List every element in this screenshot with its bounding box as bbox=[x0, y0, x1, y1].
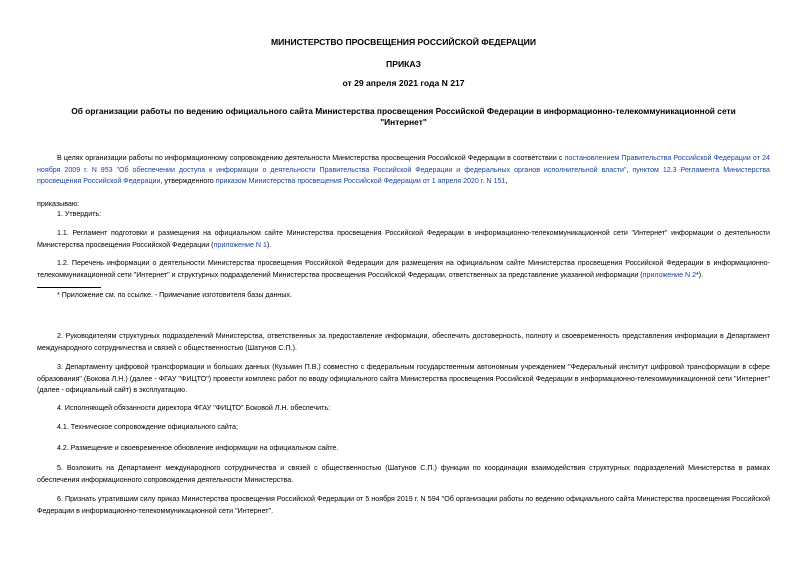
appendix-1-link[interactable]: приложение N 1 bbox=[213, 240, 267, 249]
item-4: 4. Исполняющей обязанности директора ФГАУ "ФИЦТО" Боковой Л.Н. обеспечить: bbox=[57, 404, 331, 412]
item-1: 1. Утвердить: bbox=[57, 210, 102, 218]
document-date-number: от 29 апреля 2021 года N 217 bbox=[342, 78, 465, 88]
ministry-order-link[interactable]: приказом Министерства просвещения Российской Федерации от 1 апреля 2020 г. N 151 bbox=[215, 177, 506, 185]
preamble-text-3: , утвержденного bbox=[160, 177, 216, 185]
item-5: 5. Возложить на Департамент международного сотрудничества и связей с общественностью (Шатунов С.П.) функции по координации взаимодействия структурных подразделений Министерства в рамках обеспечения информационного сопровождения деятельности Министерства. bbox=[37, 464, 770, 484]
footnote-divider bbox=[37, 287, 101, 288]
preamble-text-1: В целях организации работы по информационному сопровождению деятельности Министерства просвещения Российской Федерации в соответствии с bbox=[57, 154, 565, 162]
item-6: 6. Признать утратившим силу приказ Министерства просвещения Российской Федерации от 5 ноября 2019 г. N 594 "Об организации работы по ведению официального сайта Министерства просвещения Российской Федерации в информационно-телекоммуникационной сети "Интернет". bbox=[37, 495, 770, 515]
document-type: ПРИКАЗ bbox=[386, 59, 421, 69]
footnote: * Приложение см. по ссылке. - Примечание изготовителя базы данных. bbox=[57, 291, 292, 299]
item-1-2-text: 1.2. Перечень информации о деятельности Министерства просвещения Российской Федерации для размещения на официальном сайте Министерства просвещения Российской Федерации в информационно-телекоммуникационной сети "Интернет" и структурных подразделений Министерства просвещения Российской Федерации, ответственных за представление указанной информации ( bbox=[37, 259, 770, 279]
item-3: 3. Департаменту цифровой трансформации и больших данных (Кузьмин П.В.) совместно с федеральным государственным автономным учреждением "Федеральный институт цифровой трансформации в сфере образования" (Бокова Л.Н.) (далее - ФГАУ "ФИЦТО") провести комплекс работ по вводу официального сайта Министерства просвещения Российской Федерации в информационно-телекоммуникационной сети "Интернет" (далее - официальный сайт) в эксплуатацию. bbox=[37, 363, 770, 394]
item-1-1-text: 1.1. Регламент подготовки и размещения на официальном сайте Министерства просвещения Российской Федерации в информационно-телекоммуникационной сети "Интернет" информации о деятельности Министерства просвещения Российской Федерации ( bbox=[37, 229, 770, 249]
preamble-text-4: , bbox=[505, 177, 508, 185]
appendix-2-link[interactable]: приложение N 2 bbox=[642, 270, 697, 279]
preamble-text-2: , bbox=[626, 165, 633, 174]
order-word: приказываю: bbox=[37, 200, 80, 208]
item-4-2: 4.2. Размещение и своевременное обновление информации на официальном сайте. bbox=[57, 444, 339, 452]
preamble-paragraph bbox=[37, 153, 770, 188]
item-1-1 bbox=[37, 228, 770, 251]
item-4-1: 4.1. Техническое сопровождение официального сайта; bbox=[57, 423, 238, 431]
item-1-2-end: *). bbox=[696, 270, 704, 279]
document-title-line2: "Интернет" bbox=[380, 117, 427, 127]
ministry-name: МИНИСТЕРСТВО ПРОСВЕЩЕНИЯ РОССИЙСКОЙ ФЕДЕРАЦИИ bbox=[270, 37, 537, 47]
item-1-2 bbox=[37, 258, 770, 281]
item-2: 2. Руководителям структурных подразделений Министерства, ответственных за предоставление информации, обеспечить достоверность, полноту и своевременность представления информации в Департамент международного сотрудничества и связей с общественностью (Шатунов С.П.). bbox=[37, 332, 770, 352]
government-decree-link[interactable]: постановлением Правительства Российской Федерации от 24 ноября 2009 г. N 953 "Об обеспечении доступа к информации о деятельности Правительства Российской Федерации и федеральных органов исполнительной власти" bbox=[37, 154, 770, 174]
document-title-line1: Об организации работы по ведению официального сайта Министерства просвещения Российской Федерации в информационно-телекоммуникационной сети bbox=[71, 106, 736, 116]
item-1-1-end: ). bbox=[266, 240, 272, 249]
regulation-clause-link[interactable]: пунктом 12.3 Регламента Министерства просвещения Российской Федерации bbox=[37, 165, 770, 185]
